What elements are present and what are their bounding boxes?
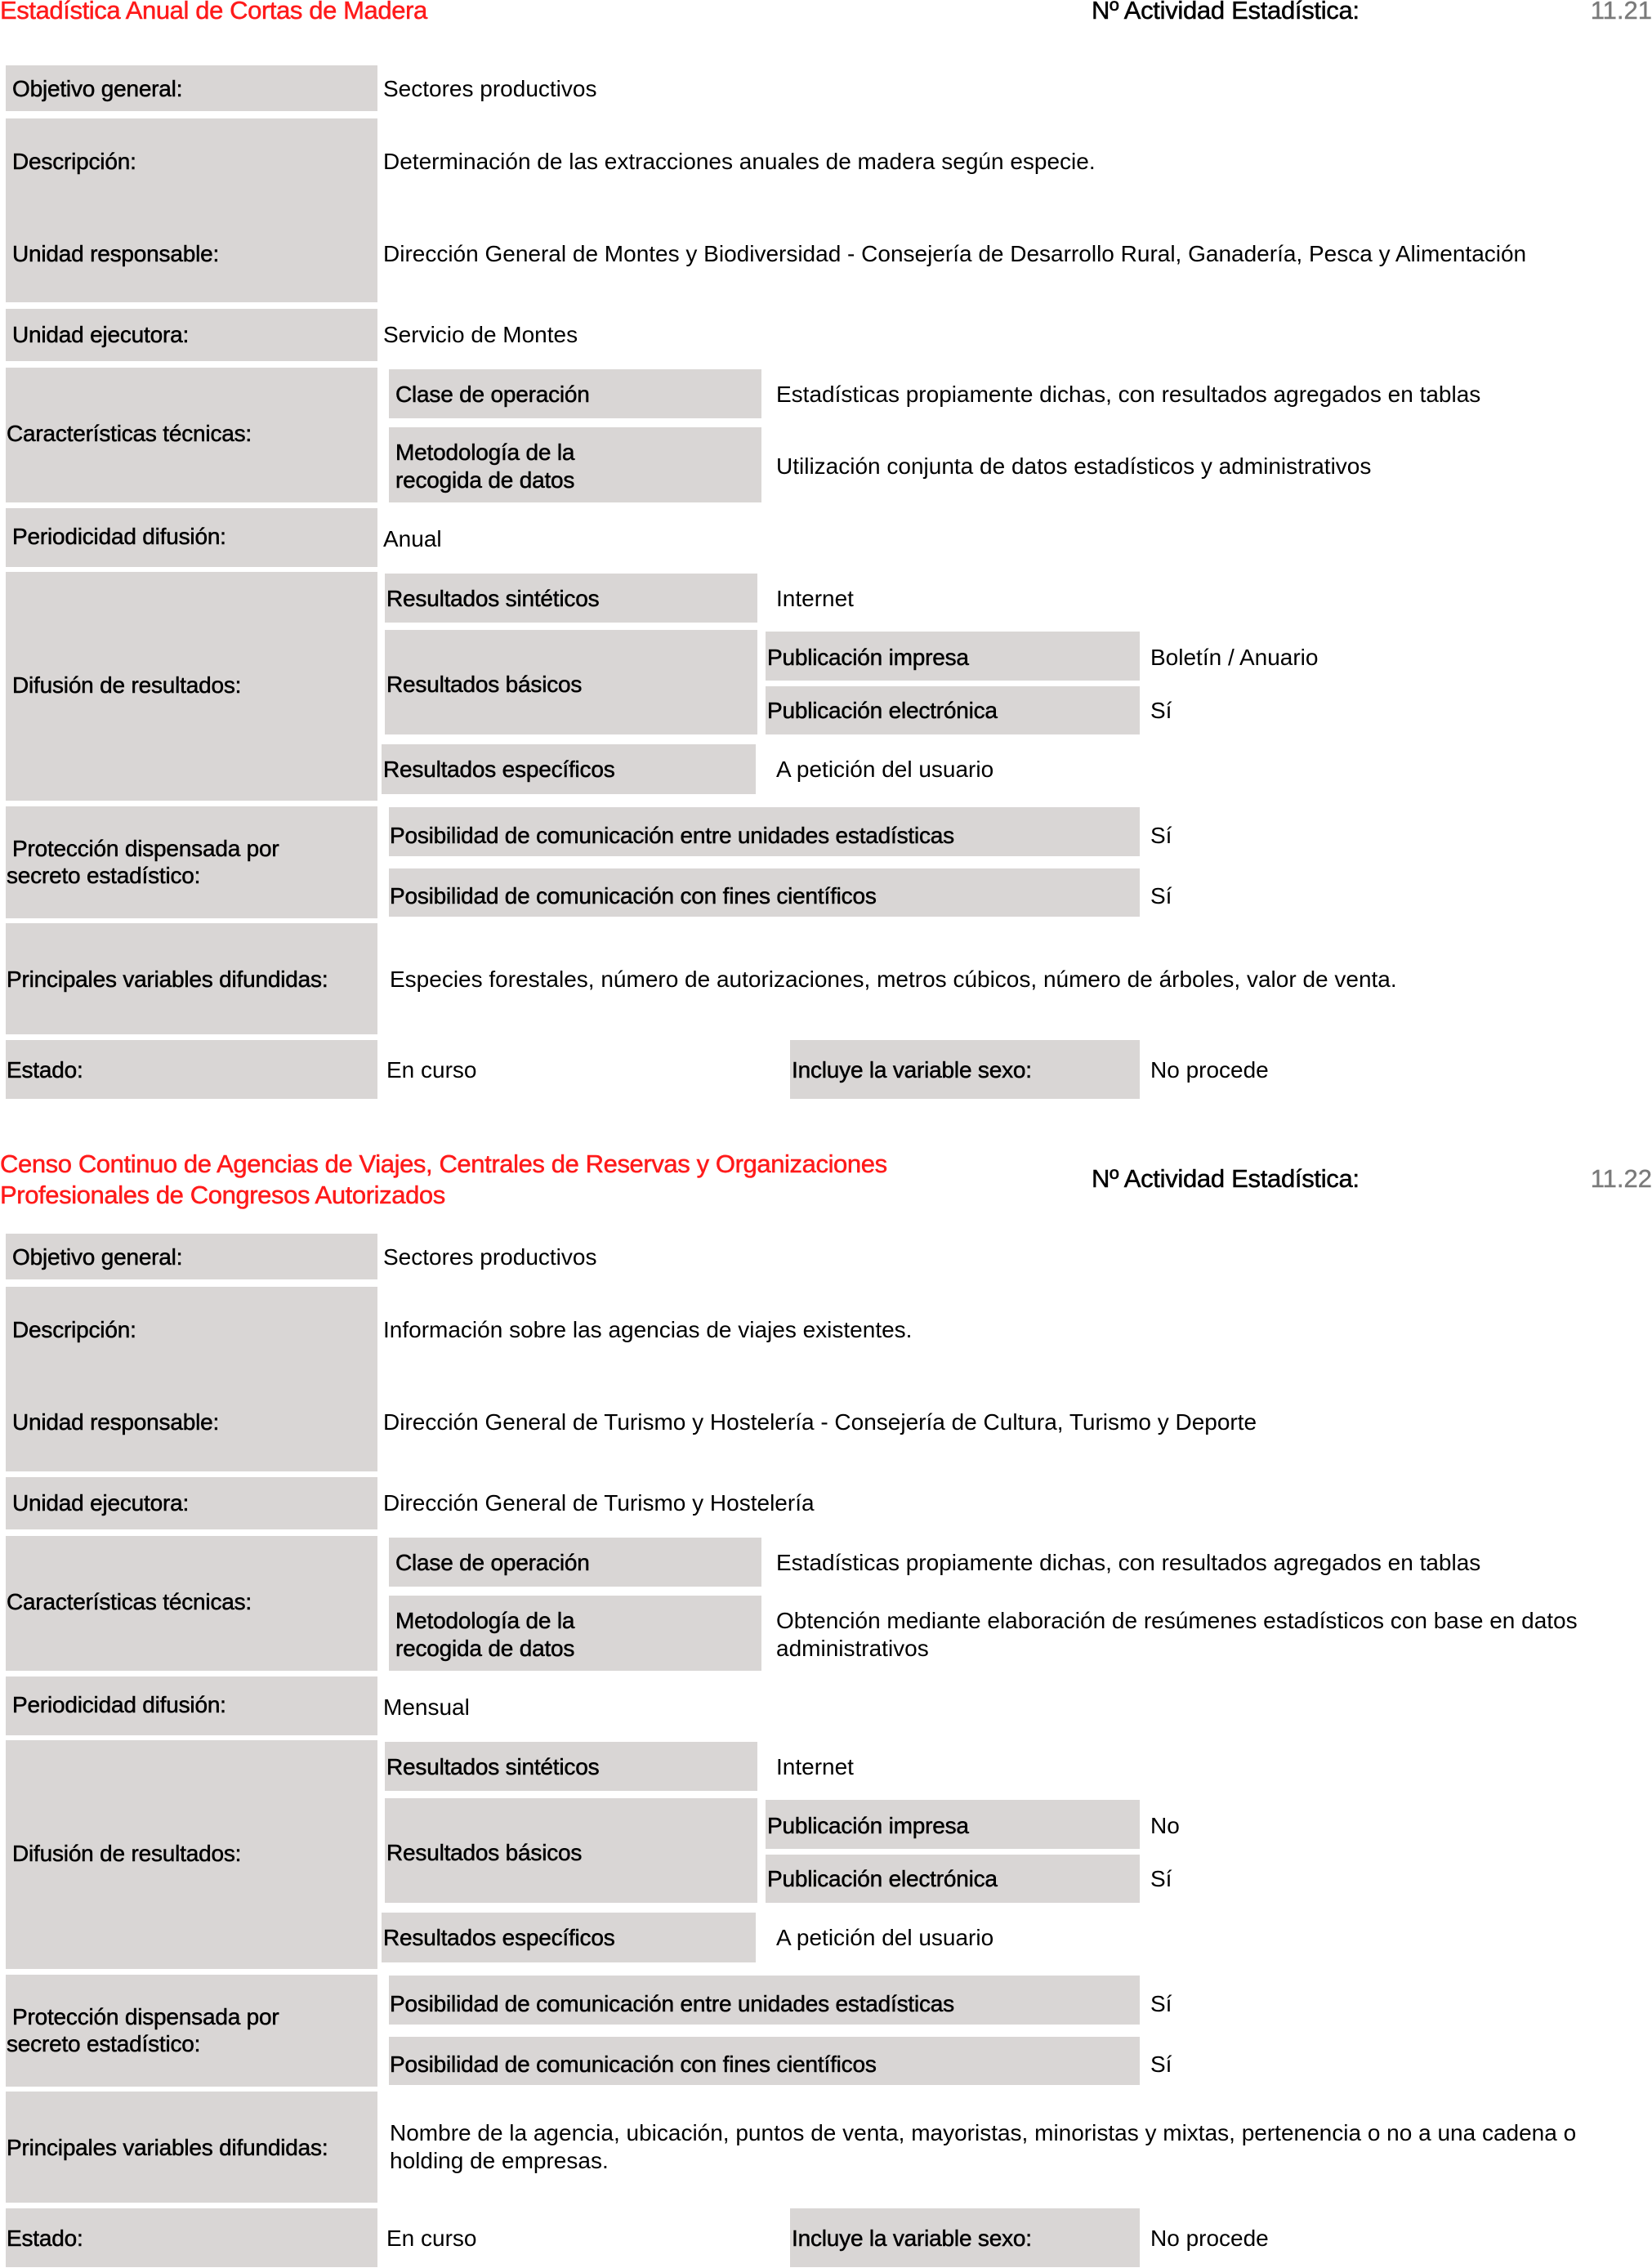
objetivo-label: Objetivo general: [12, 1244, 183, 1270]
clase-operacion-label: Clase de operación [395, 382, 590, 407]
resultados-especificos-label: Resultados específicos [383, 1925, 615, 1950]
incluye-sexo-value: No procede [1150, 1057, 1269, 1083]
resultados-basicos-label: Resultados básicos [386, 1840, 583, 1865]
activity-number-label: Nº Actividad Estadística: [1092, 0, 1360, 25]
objetivo-value: Sectores productivos [383, 76, 597, 101]
principales-variables-value: Especies forestales, número de autorizaciones, metros cúbicos, número de árboles, valor de venta. [390, 967, 1397, 992]
proteccion-label-line2: secreto estadístico: [7, 2031, 201, 2056]
publicacion-electronica-value: Sí [1150, 1866, 1172, 1891]
descripcion-label: Descripción: [12, 1317, 136, 1342]
resultados-especificos-value: A petición del usuario [776, 757, 994, 782]
clase-operacion-value: Estadísticas propiamente dichas, con resultados agregados en tablas [776, 1550, 1481, 1575]
resultados-sinteticos-label: Resultados sintéticos [386, 586, 600, 611]
publicacion-impresa-value: Boletín / Anuario [1150, 645, 1319, 670]
periodicidad-value: Mensual [383, 1694, 470, 1720]
posibilidad-unidades-label: Posibilidad de comunicación entre unidades estadísticas [390, 823, 954, 848]
publicacion-electronica-label: Publicación electrónica [767, 1866, 998, 1891]
posibilidad-cientificos-label: Posibilidad de comunicación con fines científicos [390, 883, 877, 909]
caracteristicas-label: Características técnicas: [7, 1589, 252, 1614]
resultados-sinteticos-label: Resultados sintéticos [386, 1754, 600, 1779]
activity-title: Estadística Anual de Cortas de Madera [0, 0, 427, 25]
metodologia-value: Utilización conjunta de datos estadísticos y administrativos [776, 453, 1372, 479]
metodologia-label-line2: recogida de datos [395, 467, 575, 493]
caracteristicas-label: Características técnicas: [7, 421, 252, 446]
difusion-label: Difusión de resultados: [12, 1841, 242, 1866]
resultados-sinteticos-value: Internet [776, 1754, 854, 1779]
proteccion-label-line1: Protección dispensada por [12, 2004, 279, 2029]
descripcion-label: Descripción: [12, 149, 136, 174]
unidad-ejecutora-value: Servicio de Montes [383, 322, 578, 347]
metodologia-label-line1: Metodología de la [395, 440, 575, 465]
estado-label: Estado: [7, 2226, 83, 2251]
objetivo-label: Objetivo general: [12, 76, 183, 101]
metodologia-value: Obtención mediante elaboración de resúmenes estadísticos con base en datos administrativos [776, 1608, 1578, 1661]
metodologia-label-line1: Metodología de la [395, 1608, 575, 1633]
descripcion-label-cell [6, 1287, 377, 1471]
proteccion-label-line1: Protección dispensada por [12, 836, 279, 861]
posibilidad-cientificos-value: Sí [1150, 2051, 1172, 2077]
estado-value: En curso [386, 2226, 477, 2251]
metodologia-label-line2: recogida de datos [395, 1636, 575, 1661]
estado-label: Estado: [7, 1057, 83, 1083]
clase-operacion-value: Estadísticas propiamente dichas, con resultados agregados en tablas [776, 382, 1481, 407]
activity-title-line1: Censo Continuo de Agencias de Viajes, Centrales de Reservas y Organizaciones [0, 1150, 887, 1178]
incluye-sexo-label: Incluye la variable sexo: [792, 2226, 1032, 2251]
resultados-sinteticos-value: Internet [776, 586, 854, 611]
unidad-responsable-label: Unidad responsable: [12, 1409, 220, 1435]
publicacion-impresa-label: Publicación impresa [767, 1813, 969, 1838]
resultados-basicos-label: Resultados básicos [386, 672, 583, 697]
proteccion-label-line2: secreto estadístico: [7, 863, 201, 888]
unidad-responsable-value: Dirección General de Montes y Biodiversidad - Consejería de Desarrollo Rural, Ganadería, Pesca y Alimentación [383, 241, 1527, 266]
posibilidad-unidades-value: Sí [1150, 1991, 1172, 2016]
incluye-sexo-label: Incluye la variable sexo: [792, 1057, 1032, 1083]
descripcion-value: Información sobre las agencias de viajes existentes. [383, 1317, 913, 1342]
periodicidad-value: Anual [383, 526, 442, 551]
unidad-ejecutora-label: Unidad ejecutora: [12, 1490, 190, 1516]
incluye-sexo-value: No procede [1150, 2226, 1269, 2251]
resultados-especificos-value: A petición del usuario [776, 1925, 994, 1950]
publicacion-impresa-value: No [1150, 1813, 1180, 1838]
posibilidad-cientificos-value: Sí [1150, 883, 1172, 909]
periodicidad-label: Periodicidad difusión: [12, 1692, 226, 1717]
principales-variables-value: Nombre de la agencia, ubicación, puntos de venta, mayoristas, minoristas y mixtas, pertenencia o no a una cadena o holding de empresas. [390, 2120, 1577, 2173]
resultados-especificos-label: Resultados específicos [383, 757, 615, 782]
activity-number: 11.22 [1590, 1164, 1652, 1193]
publicacion-electronica-value: Sí [1150, 698, 1172, 723]
descripcion-value: Determinación de las extracciones anuales de madera según especie. [383, 149, 1096, 174]
descripcion-label-cell [6, 118, 377, 302]
principales-variables-label: Principales variables difundidas: [7, 967, 328, 992]
objetivo-value: Sectores productivos [383, 1244, 597, 1270]
principales-variables-label: Principales variables difundidas: [7, 2135, 328, 2160]
publicacion-impresa-label: Publicación impresa [767, 645, 969, 670]
activity-title-line2: Profesionales de Congresos Autorizados [0, 1181, 445, 1209]
activity-number: 11.21 [1590, 0, 1652, 25]
posibilidad-cientificos-label: Posibilidad de comunicación con fines científicos [390, 2051, 877, 2077]
difusion-label: Difusión de resultados: [12, 672, 242, 698]
unidad-ejecutora-value: Dirección General de Turismo y Hostelería [383, 1490, 815, 1516]
estado-value: En curso [386, 1057, 477, 1083]
clase-operacion-label: Clase de operación [395, 1550, 590, 1575]
posibilidad-unidades-label: Posibilidad de comunicación entre unidades estadísticas [390, 1991, 954, 2016]
unidad-responsable-value: Dirección General de Turismo y Hostelería - Consejería de Cultura, Turismo y Deporte [383, 1409, 1257, 1435]
periodicidad-label: Periodicidad difusión: [12, 524, 226, 549]
activity-number-label: Nº Actividad Estadística: [1092, 1164, 1360, 1193]
unidad-responsable-label: Unidad responsable: [12, 241, 220, 266]
unidad-ejecutora-label: Unidad ejecutora: [12, 322, 190, 347]
publicacion-electronica-label: Publicación electrónica [767, 698, 998, 723]
posibilidad-unidades-value: Sí [1150, 823, 1172, 848]
